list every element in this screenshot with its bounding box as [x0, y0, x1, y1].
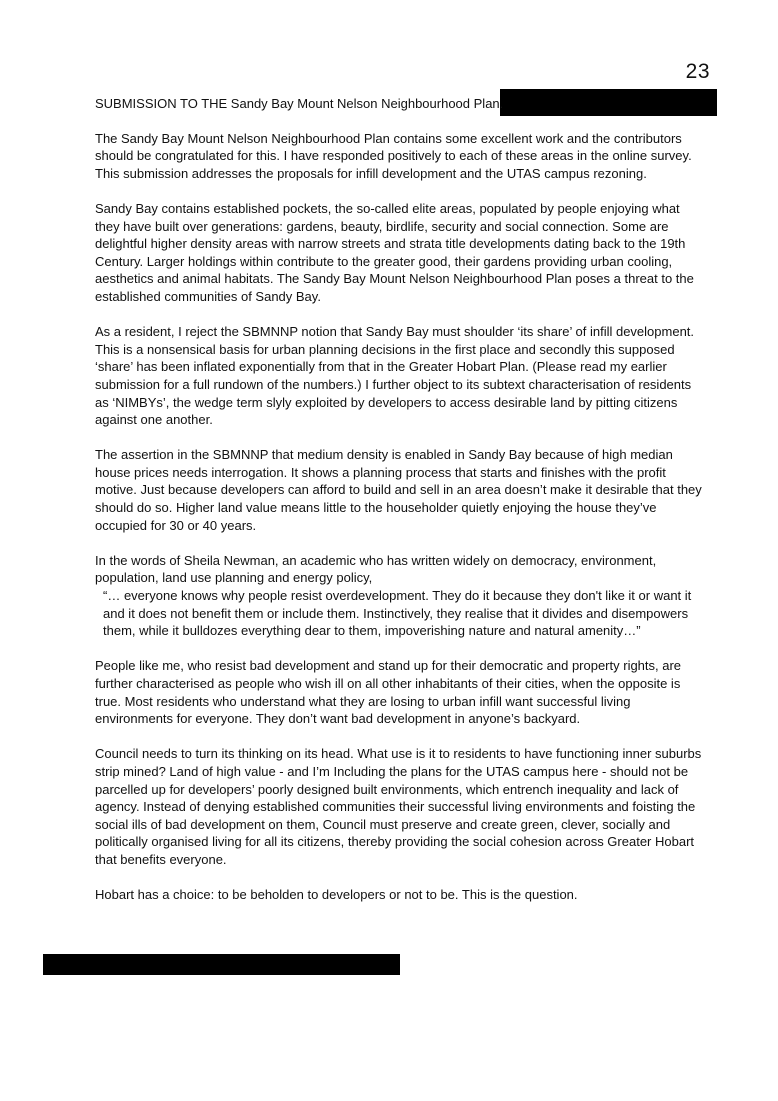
page-number: 23	[685, 60, 710, 83]
redaction-bar-signature	[43, 954, 400, 975]
quote-text: “… everyone knows why people resist overdevelopment. They do it because they don't like it or want it and it does not benefit them or include them. Instinctively, they realise that it divides and disempowers them, while it bulldozes everything dear to them, impoverishing nature and natural amenity…”	[103, 588, 692, 639]
quote-intro: In the words of Sheila Newman, an academic who has written widely on democracy, environment, population, land use planning and energy policy,	[95, 552, 657, 586]
document-body	[95, 95, 705, 921]
document-title: SUBMISSION TO THE Sandy Bay Mount Nelson Neighbourhood Plan.	[95, 96, 504, 111]
paragraph-intro: The Sandy Bay Mount Nelson Neighbourhood Plan contains some excellent work and the contributors should be congratulated for this. I have responded positively to each of these areas in the online survey. This submission addresses the proposals for infill development and the UTAS campus rezoning.	[95, 130, 692, 181]
paragraph-council: Council needs to turn its thinking on its head. What use is it to residents to have functioning inner suburbs strip mined? Land of high value - and I’m Including the plans for the UTAS campus here - should not be parcelled up for developers’ poorly designed built environments, which entrench inequality and lack of agency. Instead of denying established communities their successful living environments and foisting the social ills of bad development on them, Council must preserve and create green, clever, socially and politically organised living for all its citizens, thereby providing the social cohesion across Greater Hobart that benefits everyone.	[95, 746, 702, 867]
paragraph-elite-areas: Sandy Bay contains established pockets, the so-called elite areas, populated by people enjoying what they have built over generations: gardens, beauty, birdlife, security and social connection. Some are delightful higher density areas with narrow streets and strata title developments dating back to the 19th Century. Larger holdings within contribute to the greater good, their gardens providing urban cooling, aesthetics and animal habitats. The Sandy Bay Mount Nelson Neighbourhood Plan poses a threat to the established communities of Sandy Bay.	[95, 200, 694, 304]
quote-block	[95, 552, 705, 640]
paragraph-house-prices: The assertion in the SBMNNP that medium density is enabled in Sandy Bay because of high median house prices needs interrogation. It shows a planning process that starts and finishes with the profit motive. Just because developers can afford to build and sell in an area doesn’t make it desirable that they should do so. Higher land value means little to the householder quietly enjoying the house they’ve occupied for 30 or 40 years.	[95, 447, 702, 533]
paragraph-conclusion: Hobart has a choice: to be beholden to developers or not to be. This is the question.	[95, 887, 578, 903]
paragraph-residents: People like me, who resist bad development and stand up for their democratic and property rights, are further characterised as people who wish ill on all other inhabitants of their cities, when the opposite is true. Most residents who understand what they are losing to urban infill want successful living environments for everyone. They don’t want bad development in anyone’s backyard.	[95, 658, 682, 727]
paragraph-infill-share: As a resident, I reject the SBMNNP notion that Sandy Bay must shoulder ‘its share’ of infill development. This is a nonsensical basis for urban planning decisions in the first place and secondly this supposed ‘share’ has been inflated exponentially from that in the Greater Hobart Plan. (Please read my earlier submission for a full rundown of the numbers.) I further object to its subtext characterisation of residents as ‘NIMBYs’, the wedge term slyly exploited by developers to access desirable land by pitting citizens against one another.	[95, 324, 695, 428]
